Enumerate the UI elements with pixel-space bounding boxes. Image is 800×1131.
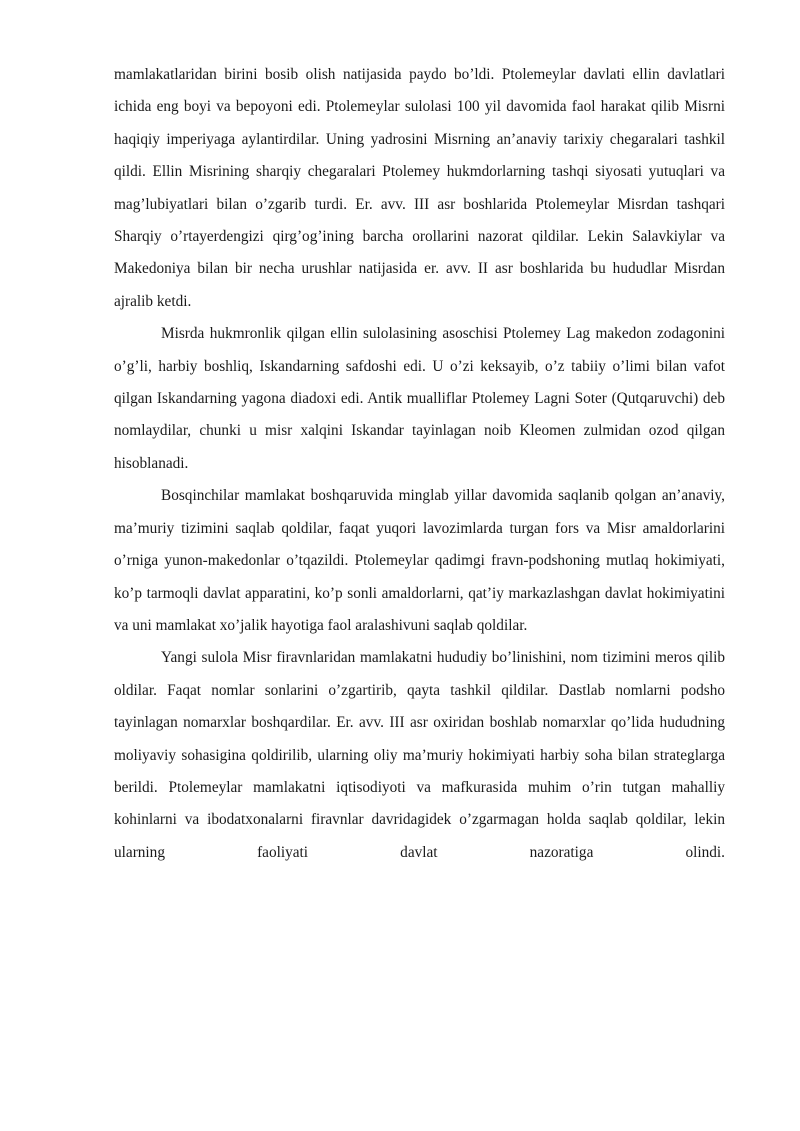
paragraph-3: Bosqinchilar mamlakat boshqaruvida minglab yillar davomida saqlanib qolgan an’anaviy, ma’muriy tizimini saqlab qoldilar, faqat yuqori lavozimlarda turgan fors va Misr amaldorlarini o’rniga yunon-makedonlar o’tqazildi. Ptolemeylar qadimgi fravn-podshoning mutlaq hokimiyati, ko’p tarmoqli davlat apparatini, ko’p sonli amaldorlarni, qat’iy markazlashgan davlat hokimiyatini va uni mamlakat xo’jalik hayotiga faol aralashivuni saqlab qoldilar. (114, 487, 725, 634)
paragraph-4: Yangi sulola Misr firavnlaridan mamlakatni hududiy bo’linishini, nom tizimini meros qilib oldilar. Faqat nomlar sonlarini o’zgartirib, qayta tashkil qildilar. Dastlab nomlarni podsho tayinlagan nomarxlar boshqardilar. Er. avv. III asr oxiridan boshlab nomarxlar qo’lida hududning moliyaviy sohasigina qoldirilib, ularning oliy ma’muriy hokimiyati harbiy soha bilan strateglarga berildi. Ptolemeylar mamlakatni iqtisodiyoti va mafkurasida muhim o’rin tutgan mahalliy kohinlarni va ibodatxonalarni firavnlar davridagidek o’zgarmagan holda saqlab qoldilar, lekin ularning faoliyati davlat nazoratiga olindi. (114, 649, 725, 861)
paragraph-2: Misrda hukmronlik qilgan ellin sulolasining asoschisi Ptolemey Lag makedon zodagonini o’g’li, harbiy boshliq, Iskandarning safdoshi edi. U o’zi keksayib, o’z tabiiy o’limi bilan vafot qilgan Iskandarning yagona diadoxi edi. Antik mualliflar Ptolemey Lagni Soter (Qutqaruvchi) deb nomlaydilar, chunki u misr xalqini Iskandar tayinlagan noib Kleomen zulmidan ozod qilgan hisoblanadi. (114, 325, 725, 472)
paragraph-1: mamlakatlaridan birini bosib olish natijasida paydo bo’ldi. Ptolemeylar davlati ellin davlatlari ichida eng boyi va bepoyoni edi. Ptolemeylar sulolasi 100 yil davomida faol harakat qilib Misrni haqiqiy imperiyaga aylantirdilar. Uning yadrosini Misrning an’anaviy tarixiy chegaralari tashkil qildi. Ellin Misrining sharqiy chegaralari Ptolemey hukmdorlarning tashqi siyosati yutuqlari va mag’lubiyatlari bilan o’zgarib turdi. Er. avv. III asr boshlarida Ptolemeylar Misrdan tashqari Sharqiy o’rtayerdengizi qirg’og’ining barcha orollarini nazorat qildilar. Lekin Salavkiylar va Makedoniya bilan bir necha urushlar natijasida er. avv. II asr boshlarida bu hududlar Misrdan ajralib ketdi. (114, 66, 725, 310)
document-body (114, 59, 725, 869)
